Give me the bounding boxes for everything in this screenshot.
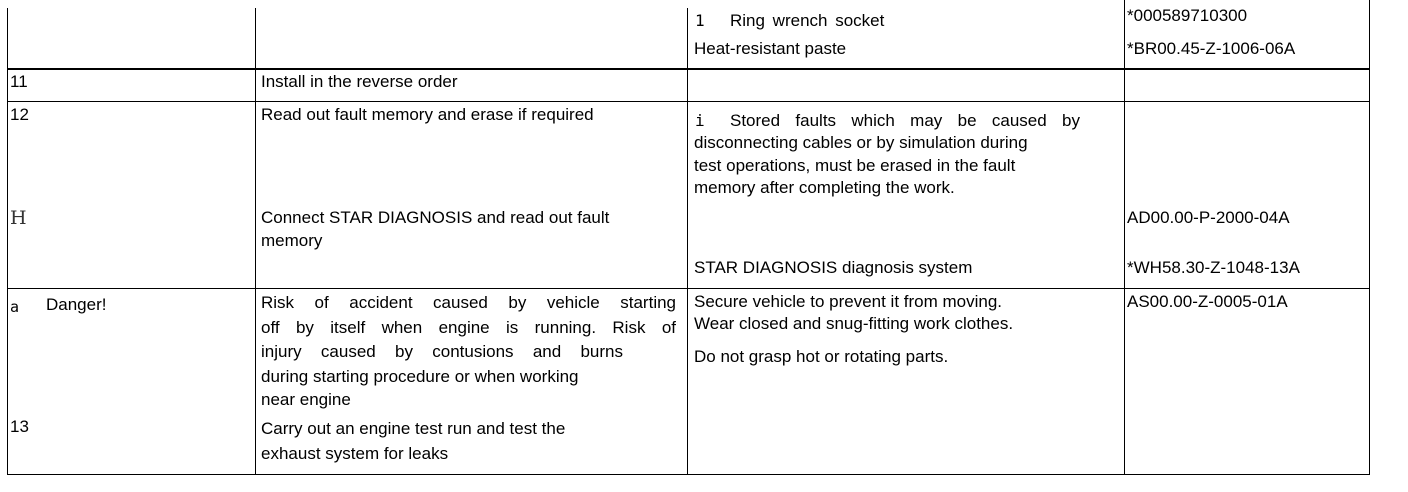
info-icon: i <box>695 111 705 130</box>
star-diagnosis-ref: *WH58.30-Z-1048-13A <box>1127 258 1300 277</box>
step-number-13: 13 <box>10 417 29 436</box>
step-13-action-line-2: exhaust system for leaks <box>261 444 449 463</box>
column-divider-3 <box>1124 0 1125 474</box>
fault-note <box>694 110 1080 199</box>
tool-icon: 1 <box>695 11 705 30</box>
risk-line-1: Risk of accident caused by vehicle starting <box>261 293 676 312</box>
table-border-bottom <box>7 474 1370 475</box>
table-border-left <box>7 8 8 474</box>
fault-note-line-1: Stored faults which may be caused by <box>730 111 1080 130</box>
diagnosis-action <box>261 207 671 252</box>
fault-note-line-3: test operations, must be erased in the fault <box>694 155 1016 175</box>
step-number-11: 11 <box>10 72 28 91</box>
row-divider-12 <box>7 288 1370 289</box>
tool-label: Ring wrench socket <box>730 11 885 30</box>
risk-line-5: near engine <box>261 390 351 409</box>
column-divider-2 <box>687 8 688 474</box>
diagnosis-action-line-2: memory <box>261 230 323 250</box>
tool-ref: *000589710300 <box>1127 6 1248 25</box>
risk-line-2: off by itself when engine is running. Risk of <box>261 317 676 337</box>
risk-line-4: during starting procedure or when working <box>261 366 579 386</box>
column-divider-1 <box>255 8 256 474</box>
measure-line-2: Wear closed and snug-fitting work clothes. <box>694 314 1014 333</box>
fault-note-line-2: disconnecting cables or by simulation during <box>694 133 1028 153</box>
step-13-action <box>261 416 671 466</box>
paste-label: Heat-resistant paste <box>694 39 847 58</box>
step-11-action: Install in the reverse order <box>261 72 458 91</box>
risk-line-3: injury caused by contusions and burns <box>261 342 623 361</box>
step-number-12: 12 <box>10 105 29 124</box>
row-divider-top <box>7 68 1370 70</box>
paste-ref: *BR00.45-Z-1006-06A <box>1127 39 1296 58</box>
danger-icon: a <box>10 298 20 316</box>
measure-line-1: Secure vehicle to prevent it from moving. <box>694 292 1003 311</box>
danger-label: Danger! <box>46 295 107 314</box>
danger-ref: AS00.00-Z-0005-01A <box>1127 292 1288 311</box>
measure-line-3: Do not grasp hot or rotating parts. <box>694 347 949 366</box>
table-border-right <box>1369 0 1370 474</box>
row-divider-11 <box>7 101 1370 102</box>
diagnosis-symbol: H <box>10 207 27 229</box>
diagnosis-action-line-1: Connect STAR DIAGNOSIS and read out fault <box>261 208 610 227</box>
star-diagnosis-label: STAR DIAGNOSIS diagnosis system <box>694 258 973 277</box>
step-12-action: Read out fault memory and erase if required <box>261 105 594 124</box>
diagnosis-ref: AD00.00-P-2000-04A <box>1127 208 1290 227</box>
fault-note-line-4: memory after completing the work. <box>694 177 955 197</box>
step-13-action-line-1: Carry out an engine test run and test the <box>261 419 566 438</box>
risk-text <box>261 291 676 410</box>
